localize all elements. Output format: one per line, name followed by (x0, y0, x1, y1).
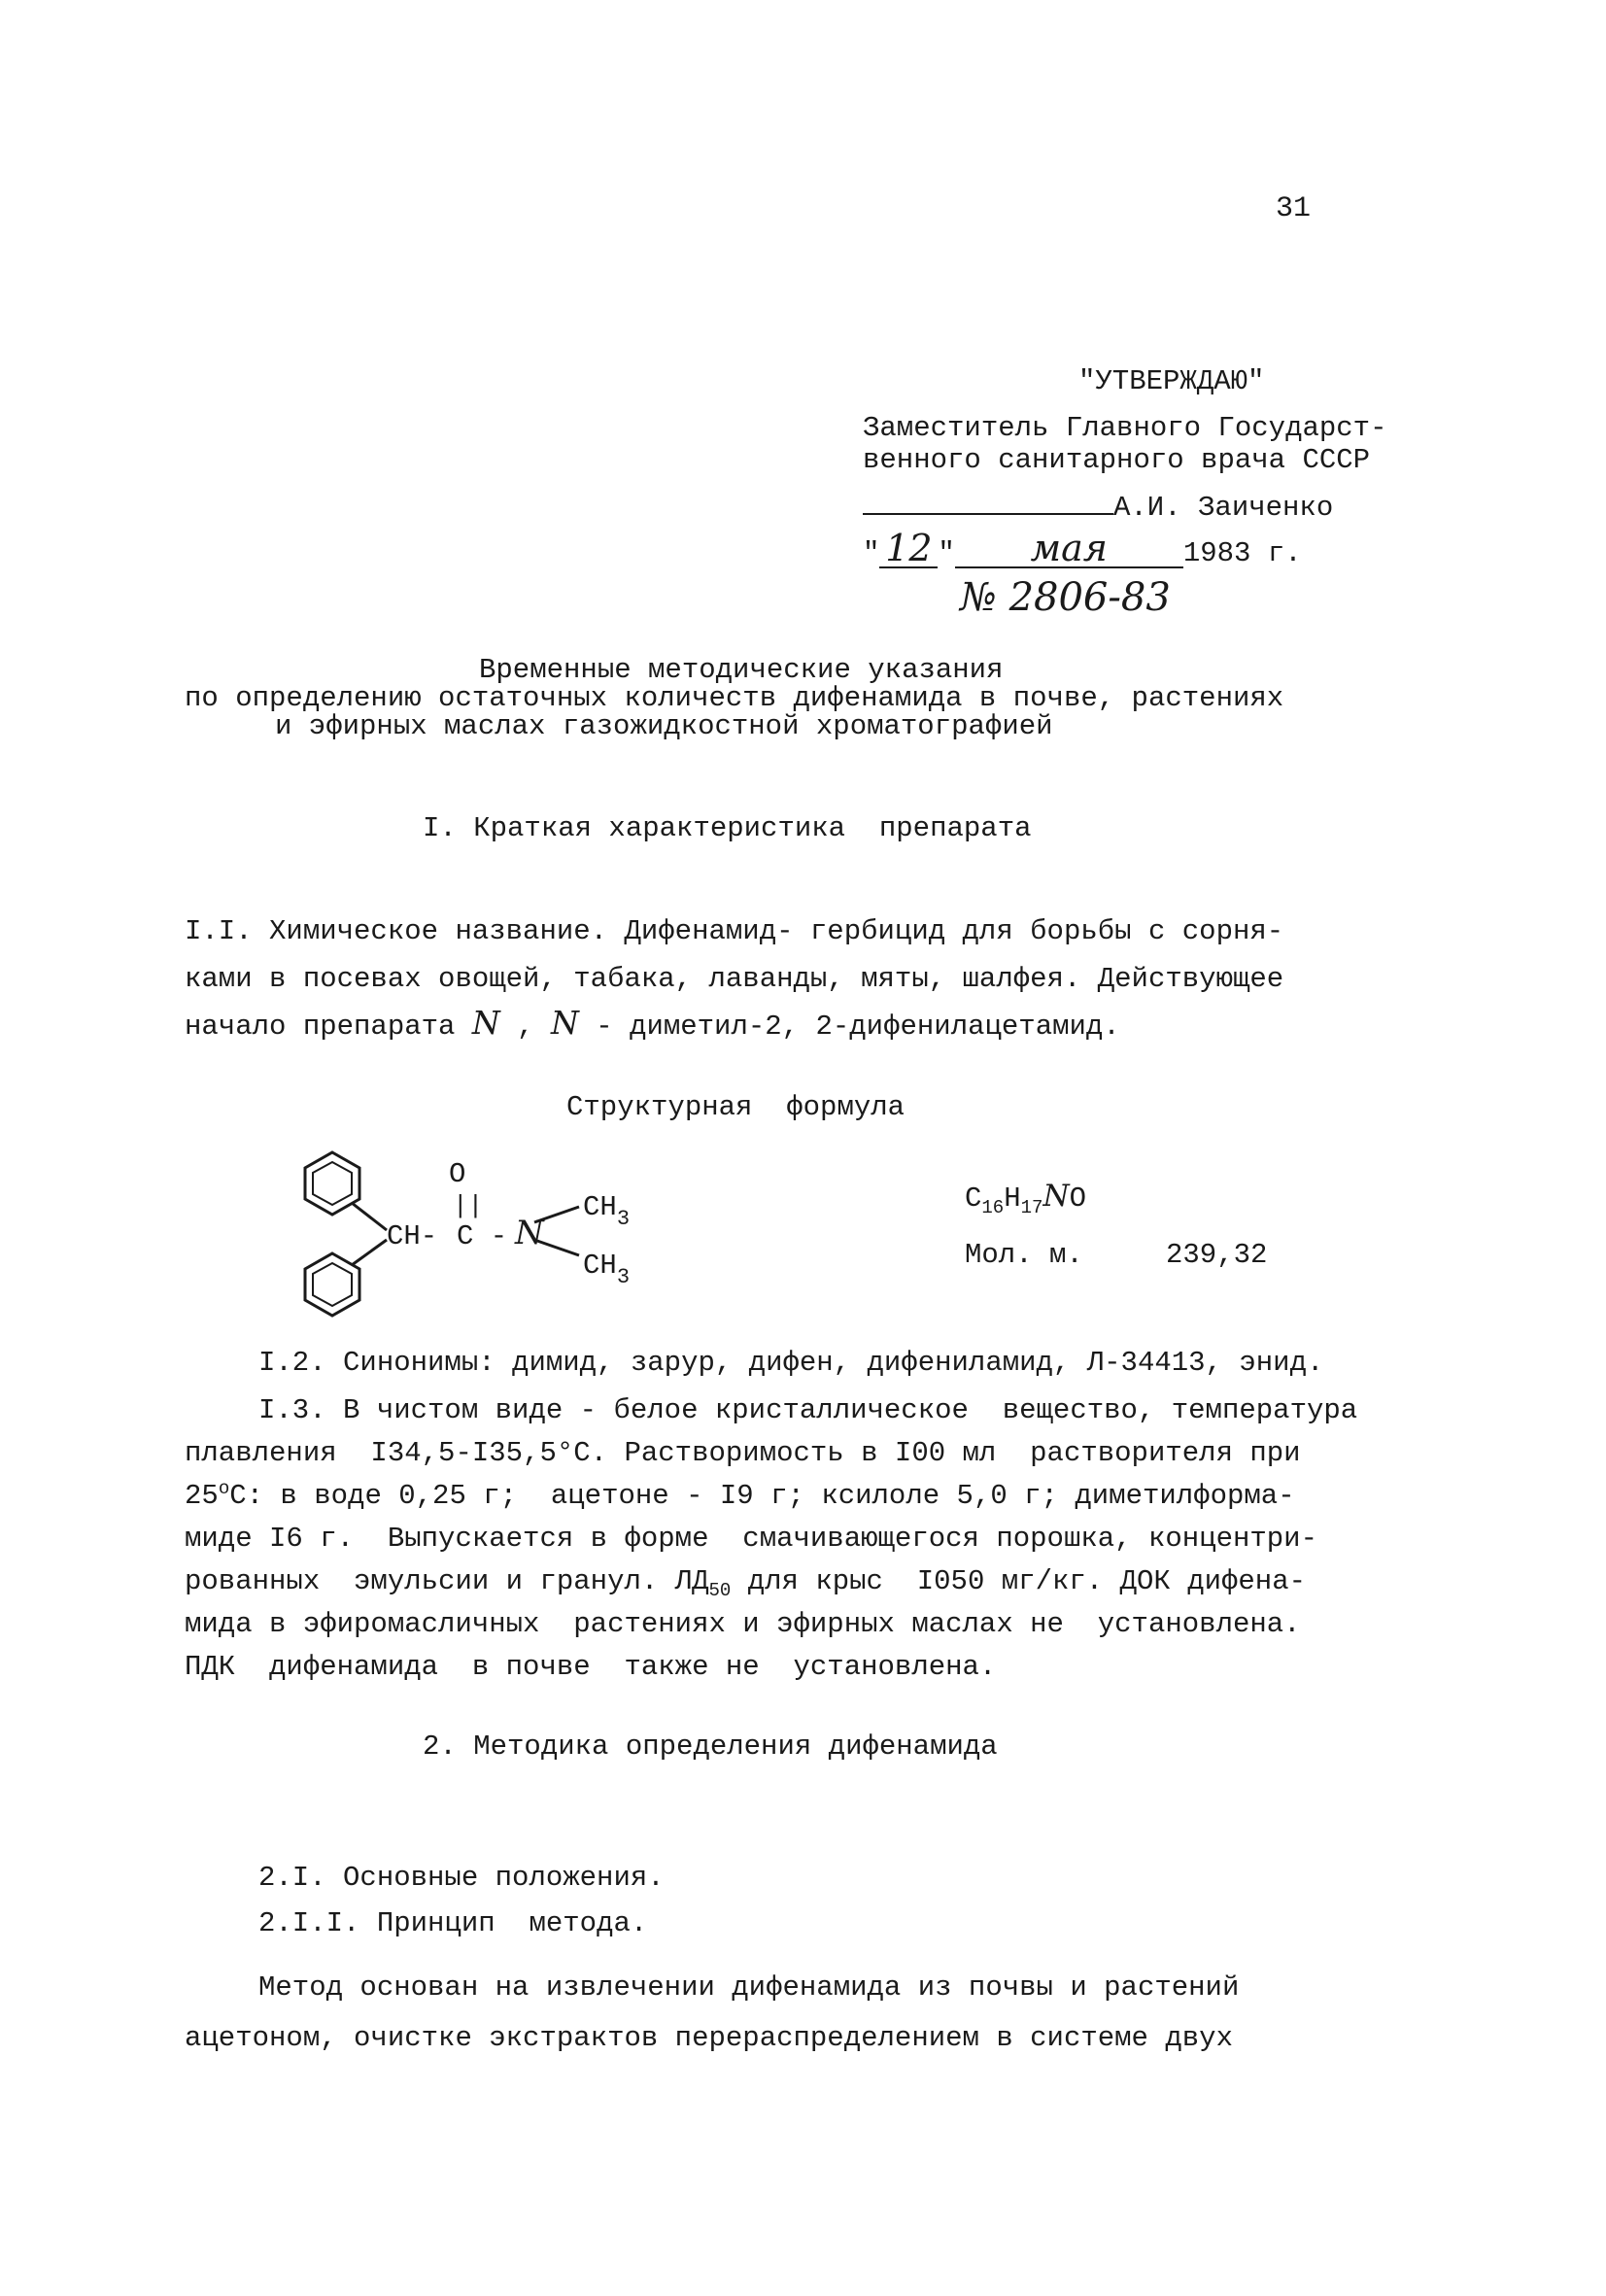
para-1-3-line5 (185, 1565, 1307, 1601)
approval-title-line2: венного санитарного врача СССР (863, 444, 1371, 476)
atom-n: N (515, 1214, 544, 1252)
methyl-top-sub: 3 (616, 1207, 631, 1231)
empirical-formula (965, 1179, 1086, 1218)
structural-formula (291, 1147, 661, 1341)
para-1-1-line3 (185, 1004, 1120, 1043)
ld-sub: 50 (708, 1580, 732, 1601)
n-symbol-2: N (550, 1004, 579, 1042)
methyl-bottom (583, 1250, 630, 1289)
empirical-c-sub: 16 (981, 1197, 1005, 1218)
methyl-top (583, 1191, 630, 1231)
methyl-bottom-ch: CH (583, 1250, 617, 1282)
para-1-3-line1: I.3. В чистом виде - белое кристаллическое вещество, температура (258, 1394, 1358, 1426)
section2-heading: 2. Методика определения дифенамида (423, 1731, 998, 1763)
para-1-3-line6: мида в эфиромасличных растениях и эфирных маслах не установлена. (185, 1608, 1301, 1640)
doc-title-line3: и эфирных маслах газожидкостной хроматографией (275, 710, 1053, 742)
empirical-c: C (965, 1182, 982, 1215)
approval-signer: А.И. Заиченко (1113, 492, 1334, 524)
atom-c: C - (457, 1220, 508, 1252)
doc-title-line2: по определению остаточных количеств дифенамида в почве, растениях (185, 682, 1284, 714)
para-1-3-line3 (185, 1478, 1295, 1512)
empirical-h-sub: 17 (1020, 1197, 1043, 1218)
formula-heading: Структурная формула (566, 1091, 906, 1123)
atom-o: O (449, 1158, 466, 1190)
para-1-2: I.2. Синонимы: димид, зарур, дифен, дифениламид, Л-34413, энид. (258, 1347, 1324, 1379)
para-1-1-line2: ками в посевах овощей, табака, лаванды, мяты, шалфея. Действующее (185, 963, 1284, 995)
degree-sup: o (218, 1478, 230, 1499)
mol-mass-value: 239,32 (1166, 1239, 1268, 1271)
section-2-1-1: 2.I.I. Принцип метода. (258, 1907, 648, 1939)
para-1-1-line3-start: начало препарата (185, 1011, 472, 1043)
approval-header: "УТВЕРЖДАЮ" (1078, 365, 1265, 397)
para-1-3-line5-rest: для крыс I050 мг/кг. ДОК дифена- (731, 1565, 1307, 1597)
para-1-3-line2: плавления I34,5-I35,5°C. Растворимость в I00 мл растворителя при (185, 1437, 1301, 1469)
section1-heading: I. Краткая характеристика препарата (423, 812, 1032, 844)
para-1-3-line4: миде I6 г. Выпускается в форме смачивающегося порошка, концентри- (185, 1523, 1317, 1555)
date-year: 1983 г. (1182, 537, 1302, 569)
atom-ch: CH- (387, 1220, 438, 1252)
approval-title-line1: Заместитель Главного Государст- (863, 412, 1387, 444)
temp-value: 25 (185, 1480, 219, 1512)
mol-mass-label: Мол. м. (965, 1239, 1083, 1271)
approval-signer-line (863, 488, 1333, 522)
quote-open: " (863, 537, 880, 569)
page-number: 31 (1276, 192, 1312, 225)
methyl-top-ch: CH (583, 1191, 617, 1223)
methyl-bottom-sub: 3 (616, 1265, 631, 1289)
para-1-1-line1: I.I. Химическое название. Дифенамид- гербицид для борьбы с сорня- (185, 915, 1284, 947)
method-body-line1: Метод основан на извлечении дифенамида из почвы и растений (258, 1971, 1240, 2004)
n-symbol-1: N (471, 1004, 500, 1042)
ld-label: рованных эмульсии и гранул. ЛД (185, 1565, 709, 1597)
doc-title-line1: Временные методические указания (479, 654, 1004, 686)
quote-close: " (938, 537, 955, 569)
approval-number: № 2806-83 (960, 575, 1171, 620)
empirical-n: N (1042, 1179, 1070, 1214)
approval-date-line (863, 527, 1302, 569)
date-day: 12 (879, 530, 938, 568)
comma: , (499, 1011, 551, 1043)
para-1-1-line3-end: - диметил-2, 2-дифенилацетамид. (578, 1011, 1120, 1043)
method-body-line2: ацетоном, очистке экстрактов перераспределением в системе двух (185, 2022, 1233, 2054)
para-1-3-line3-rest: C: в воде 0,25 г; ацетоне - I9 г; ксилоле 5,0 г; диметилформа- (229, 1480, 1295, 1512)
section-2-1: 2.I. Основные положения. (258, 1862, 665, 1894)
signature-blank (863, 488, 1113, 515)
date-month: мая (955, 530, 1183, 568)
double-bond: || (453, 1191, 484, 1220)
para-1-3-line7: ПДК дифенамида в почве также не установлена. (185, 1651, 997, 1683)
empirical-o: O (1069, 1182, 1086, 1215)
empirical-h: H (1004, 1182, 1021, 1215)
